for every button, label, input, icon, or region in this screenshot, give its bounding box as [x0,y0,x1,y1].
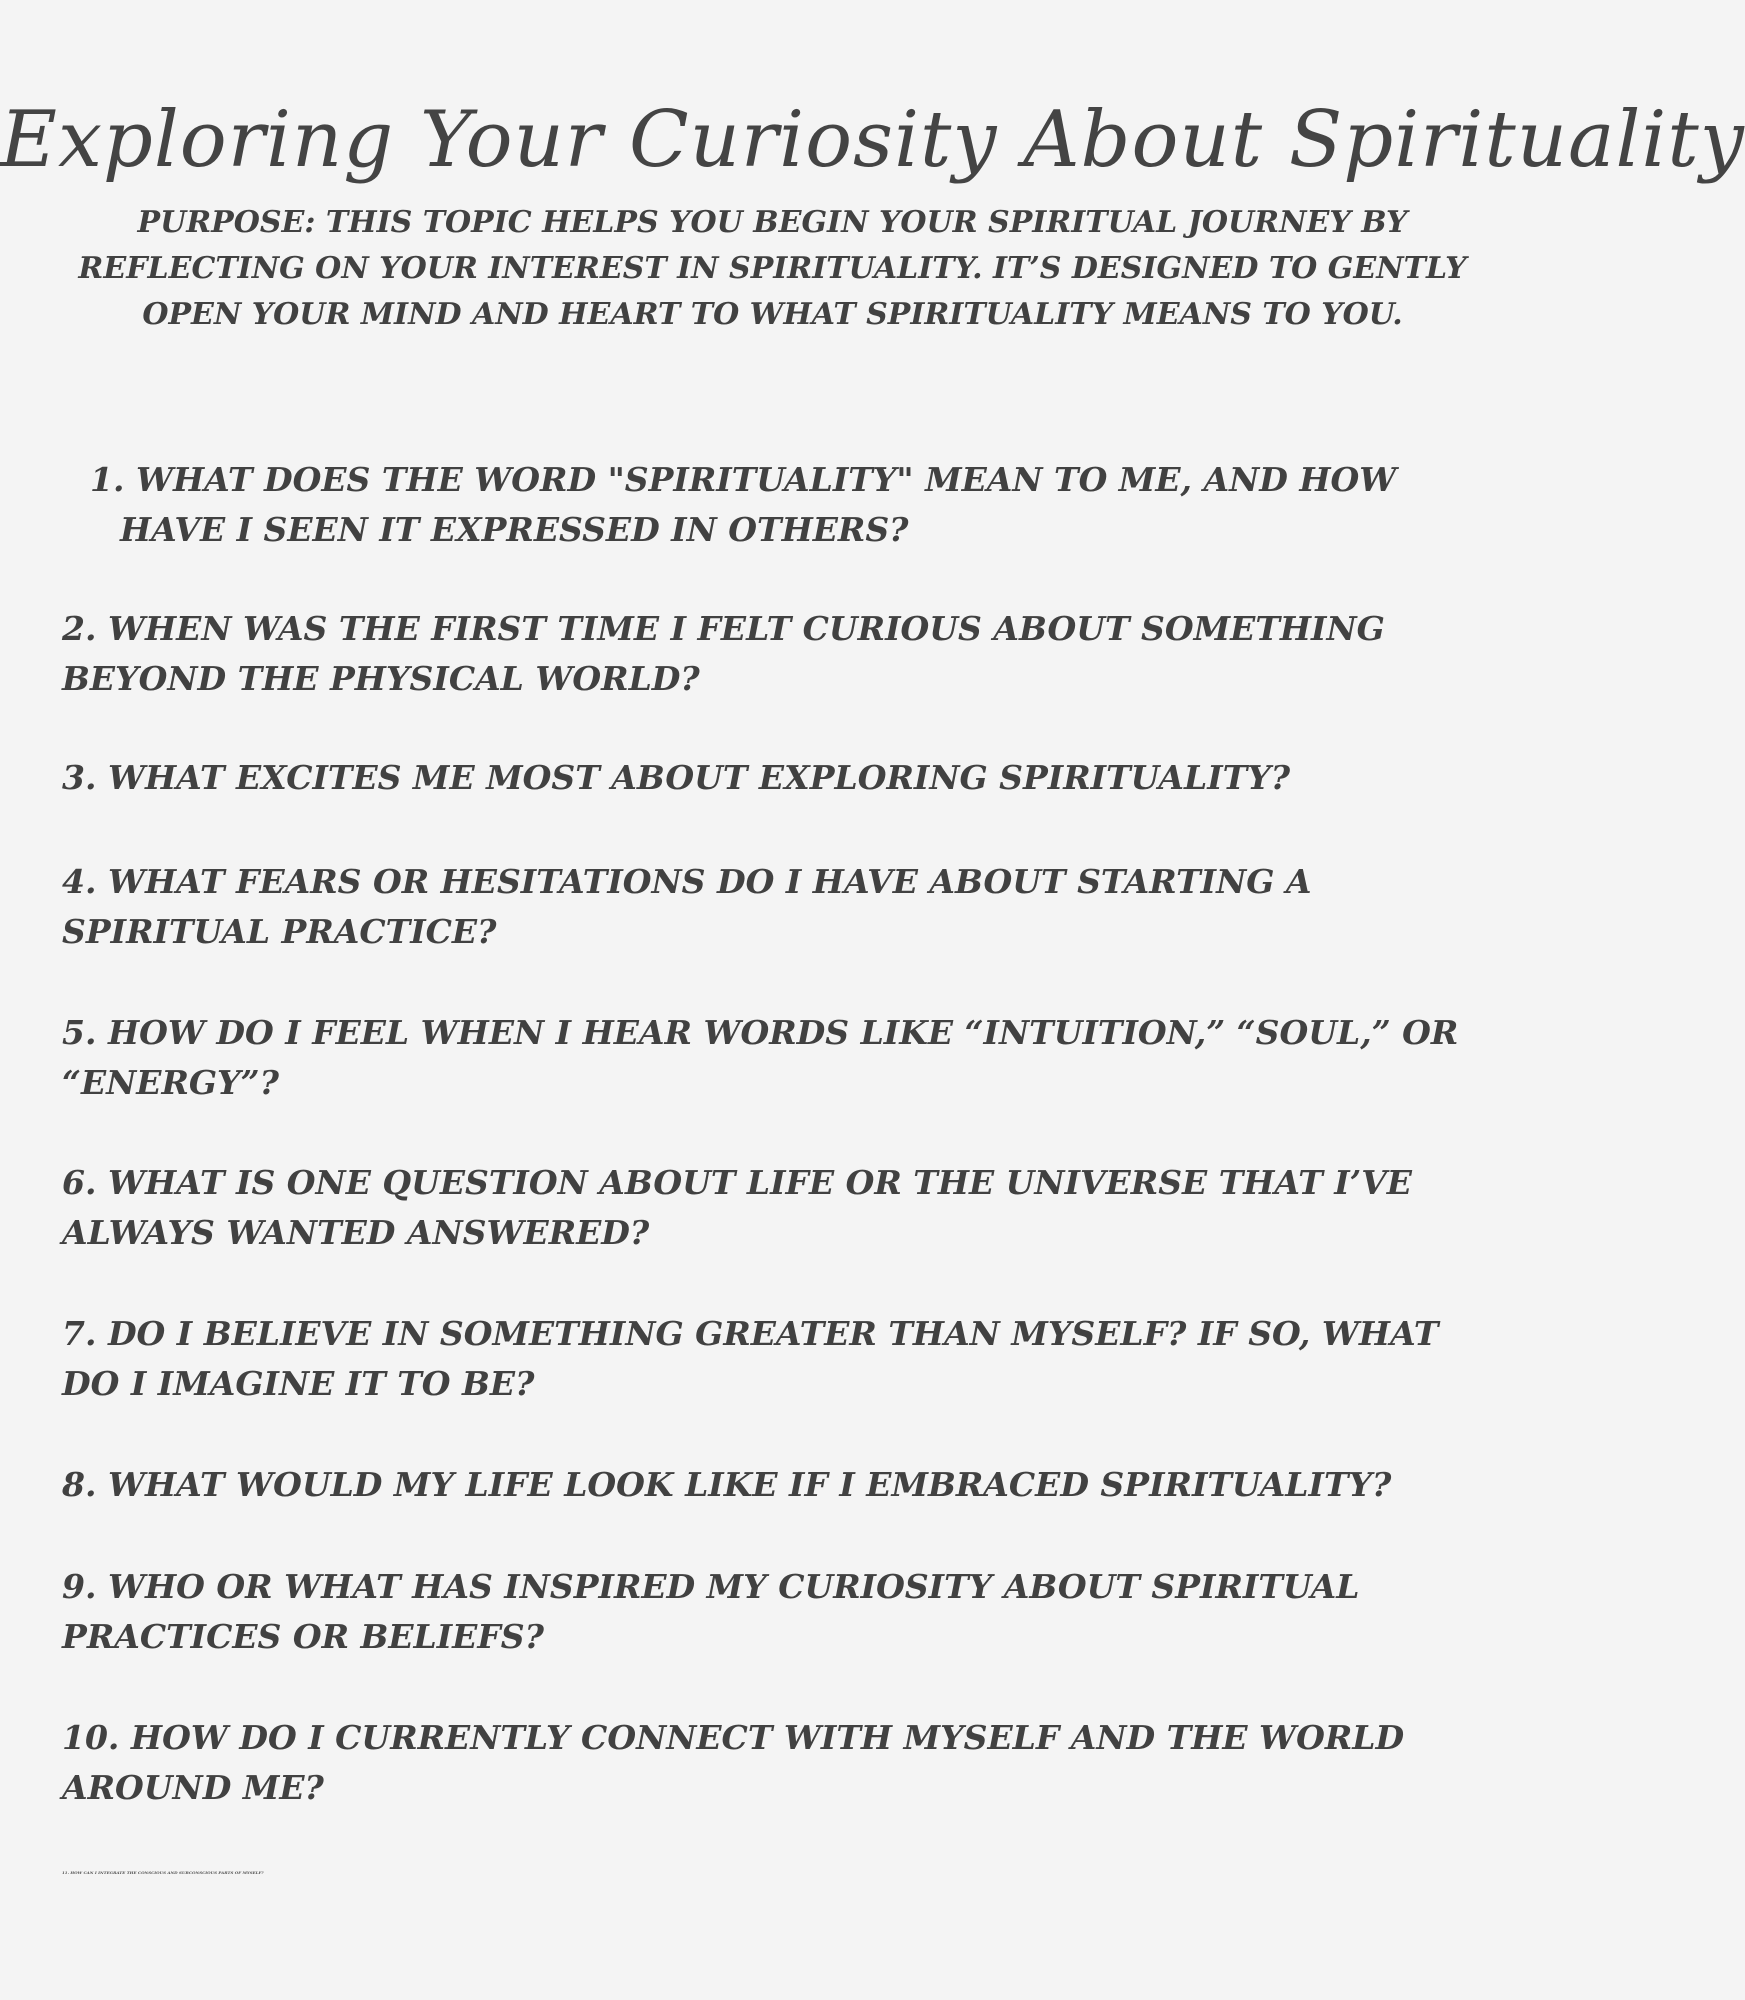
question-8: 8. WHAT WOULD MY LIFE LOOK LIKE IF I EMBRACED SPIRITUALITY? [62,1465,1392,1504]
question-3: 3. WHAT EXCITES ME MOST ABOUT EXPLORING SPIRITUALITY? [62,758,1291,797]
question-1: 1. WHAT DOES THE WORD "SPIRITUALITY" MEAN TO ME, AND HOW HAVE I SEEN IT EXPRESSED IN OTHERS? [90,460,1397,549]
question-6: 6. WHAT IS ONE QUESTION ABOUT LIFE OR THE UNIVERSE THAT I’VE ALWAYS WANTED ANSWERED? [62,1163,1412,1252]
purpose-statement: PURPOSE: THIS TOPIC HELPS YOU BEGIN YOUR SPIRITUAL JOURNEY BY REFLECTING ON YOUR INTEREST IN SPIRITUALITY. IT’S DESIGNED TO GENTLY OPEN YOUR MIND AND HEART TO WHAT SPIRITUALITY MEANS TO YOU. [78,205,1467,332]
question-5: 5. HOW DO I FEEL WHEN I HEAR WORDS LIKE “INTUITION,” “SOUL,” OR “ENERGY”? [62,1013,1459,1102]
question-2: 2. WHEN WAS THE FIRST TIME I FELT CURIOUS ABOUT SOMETHING BEYOND THE PHYSICAL WORLD? [62,609,1385,698]
question-9: 9. WHO OR WHAT HAS INSPIRED MY CURIOSITY ABOUT SPIRITUAL PRACTICES OR BELIEFS? [62,1567,1360,1656]
page-title: Exploring Your Curiosity About Spirituality [0,95,1745,185]
question-10: 10. HOW DO I CURRENTLY CONNECT WITH MYSELF AND THE WORLD AROUND ME? [62,1718,1405,1807]
question-4: 4. WHAT FEARS OR HESITATIONS DO I HAVE ABOUT STARTING A SPIRITUAL PRACTICE? [62,862,1312,951]
question-7: 7. DO I BELIEVE IN SOMETHING GREATER THAN MYSELF? IF SO, WHAT DO I IMAGINE IT TO BE? [62,1314,1439,1403]
footnote-question: 11. HOW CAN I INTEGRATE THE CONSCIOUS AND SUBCONSCIOUS PARTS OF MYSELF? [62,1870,264,1875]
